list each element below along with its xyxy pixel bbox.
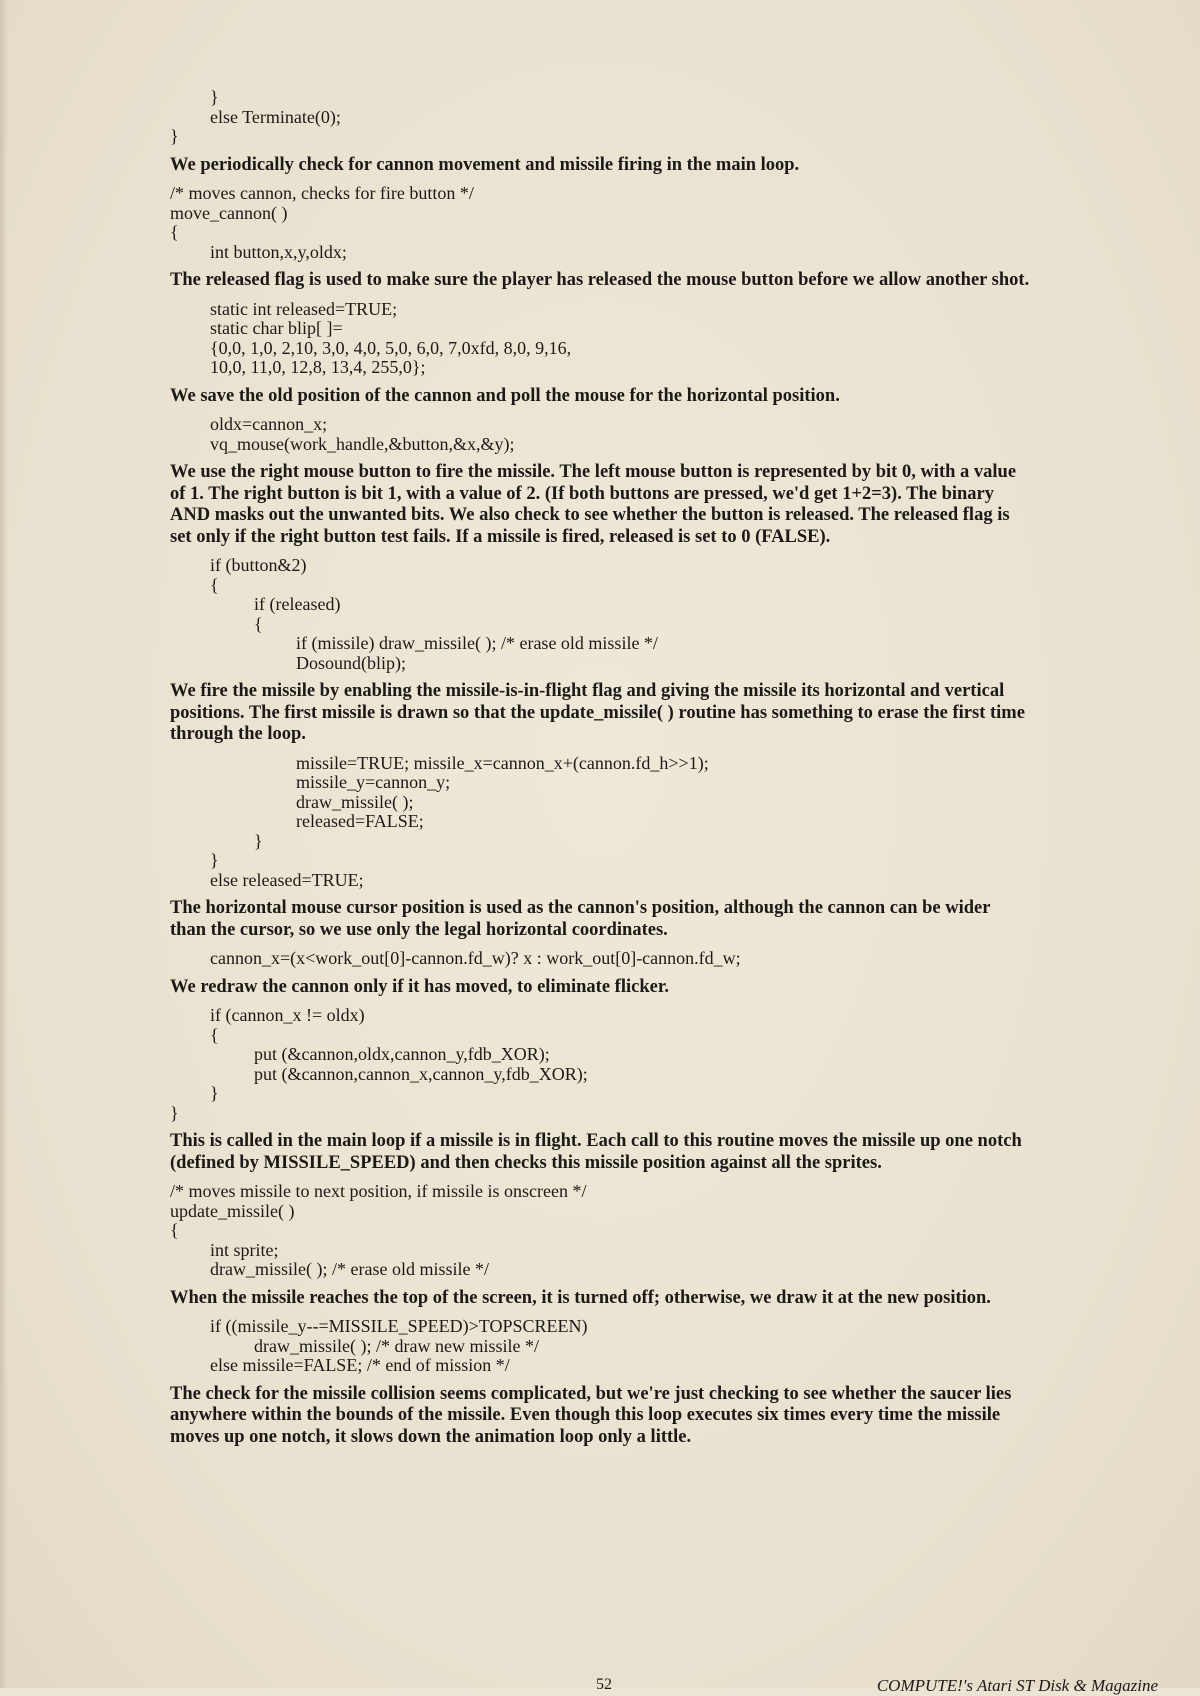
code-line: released=FALSE; — [296, 811, 424, 831]
code-line: /* moves cannon, checks for fire button */ — [170, 183, 474, 203]
prose-paragraph: The check for the missile collision seems complicated, but we're just checking to see whether the saucer lies anywhere within the bounds of the missile. Even though this loop executes six times every time the missile moves up one notch, it slows down the animation loop only a little. — [170, 1383, 1012, 1447]
code-line: { — [170, 1220, 179, 1240]
page-edge-shadow — [0, 0, 8, 1688]
prose-paragraph: The horizontal mouse cursor position is used as the cannon's position, although the cannon can be wider than the cursor, so we use only the legal horizontal coordinates. — [170, 898, 991, 940]
code-line: { — [170, 222, 179, 242]
prose-paragraph: We save the old position of the cannon and poll the mouse for the horizontal position. — [170, 385, 840, 406]
code-line: missile_y=cannon_y; — [296, 772, 451, 792]
prose-paragraph: This is called in the main loop if a missile is in flight. Each call to this routine moves the missile up one notch (defined by MISSILE_SPEED) and then checks this missile position against all the sprites. — [170, 1131, 1022, 1173]
code-line: if ((missile_y--=MISSILE_SPEED)>TOPSCREEN) — [210, 1316, 588, 1336]
code-line: } — [210, 1083, 219, 1103]
code-line: else released=TRUE; — [210, 869, 364, 890]
prose-paragraph: We periodically check for cannon movement and missile firing in the main loop. — [170, 154, 800, 175]
prose-paragraph: The released flag is used to make sure the player has released the mouse button before we allow another shot. — [170, 270, 1030, 290]
code-line: } — [210, 87, 219, 107]
code-line: static int released=TRUE; — [210, 298, 398, 319]
code-line: {0,0, 1,0, 2,10, 3,0, 4,0, 5,0, 6,0, 7,0xfd, 8,0, 9,16, — [210, 337, 572, 358]
code-line: } — [254, 830, 263, 851]
code-line: { — [210, 1024, 219, 1045]
code-line: static char blip[ ]= — [210, 318, 343, 338]
code-line: } — [170, 1102, 179, 1123]
magazine-name: COMPUTE!'s Atari ST Disk & Magazine — [876, 1676, 1158, 1695]
article-body — [170, 88, 1030, 1456]
code-line: if (missile) draw_missile( ); /* erase old missile */ — [296, 633, 658, 653]
code-line: if (released) — [254, 594, 341, 614]
code-line: put (&cannon,cannon_x,cannon_y,fdb_XOR); — [254, 1063, 588, 1084]
page-number: 52 — [596, 1676, 612, 1693]
code-line: { — [210, 574, 219, 595]
code-line: put (&cannon,oldx,cannon_y,fdb_XOR); — [254, 1044, 550, 1064]
code-line: oldx=cannon_x; — [210, 414, 328, 434]
code-line: cannon_x=(x<work_out[0]-cannon.fd_w)? x : work_out[0]-cannon.fd_w; — [210, 948, 741, 968]
code-line: 10,0, 11,0, 12,8, 13,4, 255,0}; — [210, 357, 426, 377]
code-line: move_cannon( ) — [170, 202, 288, 223]
code-line: int sprite; — [210, 1239, 279, 1260]
code-line: { — [254, 613, 263, 634]
code-line: } — [210, 850, 219, 870]
code-line: Dosound(blip); — [296, 652, 406, 673]
prose-paragraph: We fire the missile by enabling the missile-is-in-flight flag and giving the missile its horizontal and vertical positions. The first missile is drawn so that the update_missile( ) routine has something to erase the first time through the loop. — [170, 681, 1025, 744]
code-line: else Terminate(0); — [210, 106, 341, 127]
code-line: vq_mouse(work_handle,&button,&x,&y); — [210, 433, 515, 454]
code-line: update_missile( ) — [170, 1200, 295, 1221]
code-line: } — [170, 126, 179, 146]
prose-paragraph: When the missile reaches the top of the screen, it is turned off; otherwise, we draw it at the new position. — [170, 1287, 991, 1308]
code-line: if (cannon_x != oldx) — [210, 1005, 365, 1025]
code-line: if (button&2) — [210, 555, 307, 575]
code-line: int button,x,y,oldx; — [210, 241, 347, 262]
code-line: draw_missile( ); — [296, 791, 414, 812]
prose-paragraph: We redraw the cannon only if it has moved, to eliminate flicker. — [170, 976, 669, 997]
code-line: else missile=FALSE; /* end of mission */ — [210, 1355, 510, 1375]
code-line: draw_missile( ); /* draw new missile */ — [254, 1335, 539, 1356]
prose-paragraph: We use the right mouse button to fire the missile. The left mouse button is represented by bit 0, with a value of 1. The right button is bit 1, with a value of 2. (If both buttons are pressed, we'd get 1+2=3). The binary AND masks out the unwanted bits. We also check to see whether the button is released. The released flag is set only if the right button test fails. If a missile is fired, released is set to 0 (FALSE). — [170, 462, 1017, 547]
code-line: missile=TRUE; missile_x=cannon_x+(cannon.fd_h>>1); — [296, 752, 709, 773]
code-line: draw_missile( ); /* erase old missile */ — [210, 1259, 489, 1279]
code-line: /* moves missile to next position, if missile is onscreen */ — [170, 1181, 587, 1201]
